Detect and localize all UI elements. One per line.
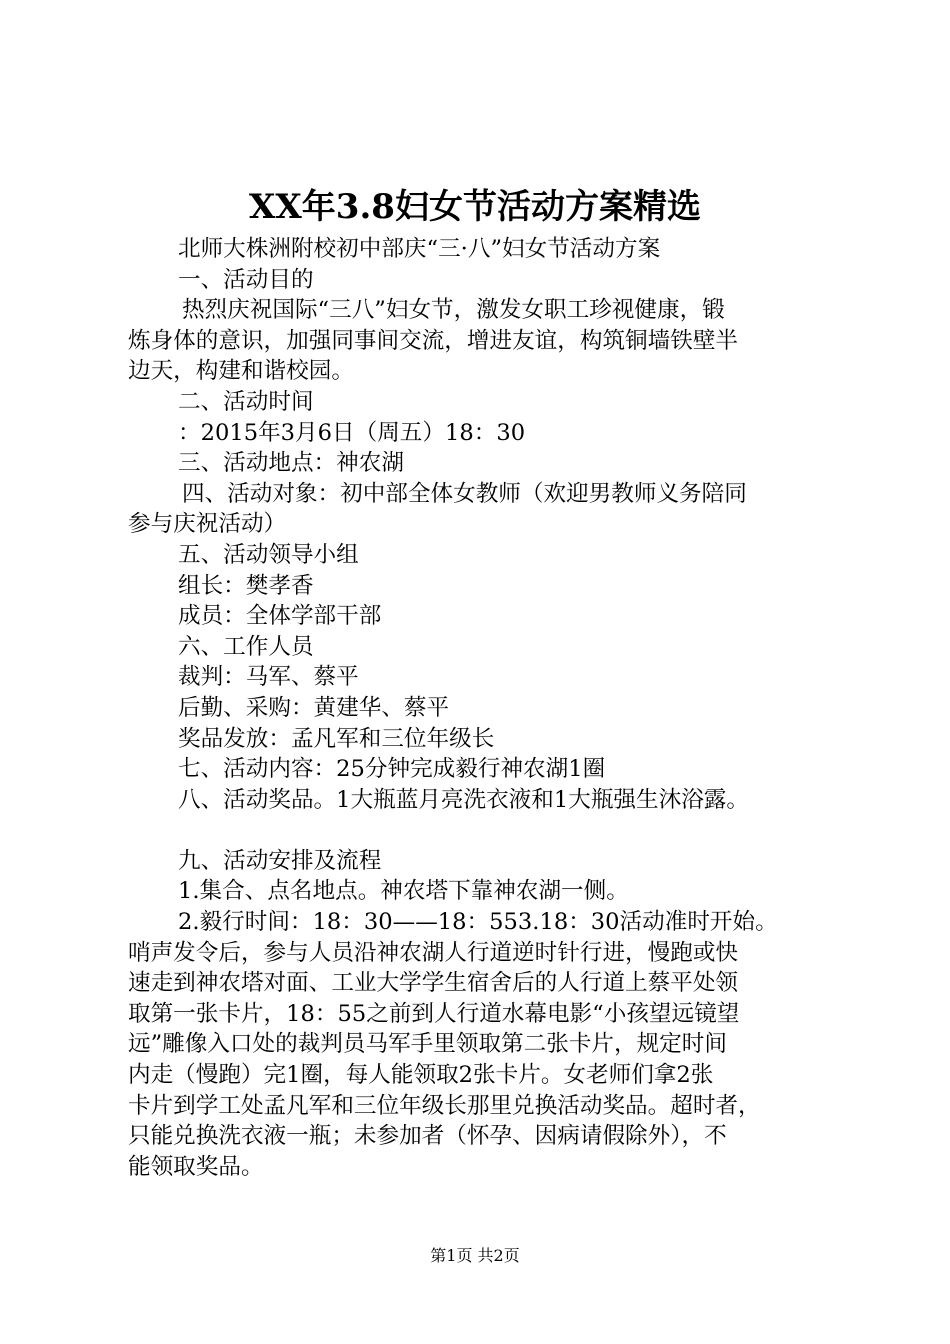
paragraph-line: 内走（慢跑）完1圈，每人能领取2张卡片。女老师们拿2张 — [128, 1062, 714, 1089]
paragraph-line: 奖品发放：孟凡军和三位年级长 — [178, 725, 495, 752]
paragraph-line: 参与庆祝活动） — [128, 511, 287, 538]
paragraph-line: 热烈庆祝国际“三八”妇女节，激发女职工珍视健康，锻 — [182, 297, 725, 324]
paragraph-line: 哨声发令后，参与人员沿神农湖人行道逆时针行进，慢跑或快 — [128, 939, 739, 966]
paragraph-line: 1.集合、点名地点。神农塔下靠神农湖一侧。 — [178, 878, 629, 905]
paragraph-line: 远”雕像入口处的裁判员马军手里领取第二张卡片，规定时间 — [128, 1031, 727, 1058]
paragraph-line: 组长：樊孝香 — [178, 572, 314, 599]
section-heading: 五、活动领导小组 — [178, 541, 359, 568]
paragraph-line: 2.毅行时间：18：30——18：553.18：30活动准时开始。 — [178, 909, 778, 936]
paragraph-line: 成员：全体学部干部 — [178, 603, 382, 630]
subtitle-line: 北师大株洲附校初中部庆“三·八”妇女节活动方案 — [178, 236, 661, 262]
paragraph-line: 炼身体的意识，加强同事间交流，增进友谊，构筑铜墙铁壁半 — [128, 327, 739, 354]
document-title: XX年3.8妇女节活动方案精选 — [249, 187, 701, 227]
section-heading: 九、活动安排及流程 — [178, 847, 382, 874]
paragraph-line: 后勤、采购：黄建华、蔡平 — [178, 694, 450, 721]
section-heading: 四、活动对象：初中部全体女教师（欢迎男教师义务陪同 — [182, 480, 747, 507]
section-heading: 八、活动奖品。1大瓶蓝月亮洗衣液和1大瓶强生沐浴露。 — [178, 786, 749, 813]
document-body — [128, 234, 828, 1182]
page-number: 第1页 共2页 — [430, 1246, 520, 1265]
paragraph-line: 卡片到学工处孟凡军和三位年级长那里兑换活动奖品。超时者， — [128, 1092, 761, 1119]
section-heading: 二、活动时间 — [178, 388, 314, 415]
paragraph-line: 裁判：马军、蔡平 — [178, 664, 359, 691]
paragraph-line: 只能兑换洗衣液一瓶；未参加者（怀孕、因病请假除外），不 — [128, 1123, 727, 1150]
paragraph-line: 速走到神农塔对面、工业大学学生宿舍后的人行道上蔡平处领 — [128, 970, 739, 997]
paragraph-line: ：2015年3月6日（周五）18：30 — [178, 419, 526, 446]
section-heading: 七、活动内容：25分钟完成毅行神农湖1圈 — [178, 756, 606, 783]
section-heading: 六、工作人员 — [178, 633, 314, 660]
paragraph-line: 边天，构建和谐校园。 — [128, 358, 354, 385]
section-heading: 三、活动地点：神农湖 — [178, 450, 404, 477]
paragraph-line: 能领取奖品。 — [128, 1153, 264, 1180]
blank-line — [128, 815, 828, 846]
section-heading: 一、活动目的 — [178, 266, 314, 293]
paragraph-line: 取第一张卡片，18：55之前到人行道水幕电影“小孩望远镜望 — [128, 1000, 740, 1027]
